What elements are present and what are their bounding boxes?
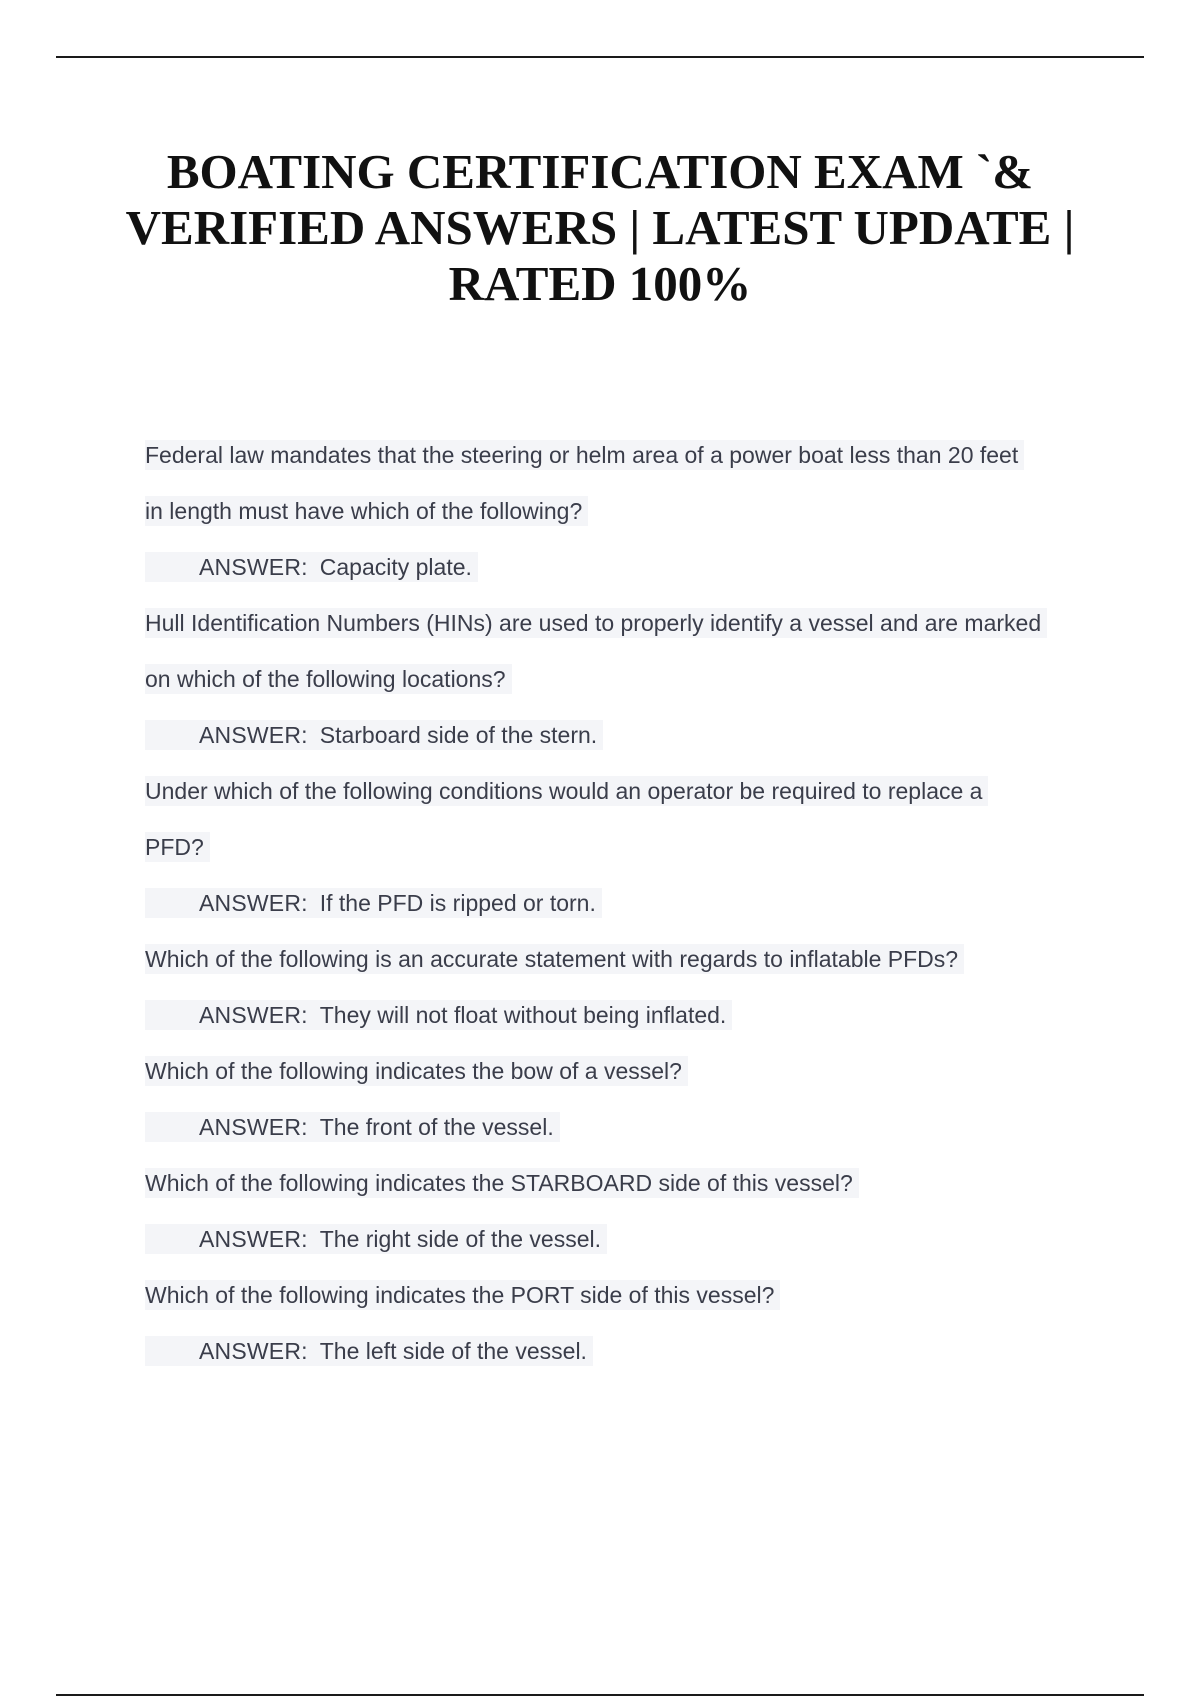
answer-text: If the PFD is ripped or torn. [319, 890, 596, 916]
answer-text: The front of the vessel. [319, 1114, 554, 1140]
qa-list [145, 440, 1105, 1392]
question-text: Which of the following indicates the STARBOARD side of this vessel? [145, 1168, 859, 1198]
answer-text: The left side of the vessel. [319, 1338, 587, 1364]
question-text: Hull Identification Numbers (HINs) are used to properly identify a vessel and are marked [145, 608, 1047, 638]
answer-line [145, 552, 478, 582]
answer-line [145, 888, 602, 918]
qa-item [145, 1056, 1105, 1168]
answer-label: ANSWER: [199, 1338, 308, 1364]
document-title [100, 144, 1100, 312]
qa-item [145, 440, 1105, 608]
qa-item [145, 944, 1105, 1056]
answer-line [145, 1112, 560, 1142]
question-text: Under which of the following conditions would an operator be required to replace a [145, 776, 988, 806]
answer-text: They will not float without being inflated. [319, 1002, 727, 1028]
qa-item [145, 1280, 1105, 1392]
answer-line [145, 1224, 607, 1254]
question-text: Which of the following indicates the PORT side of this vessel? [145, 1280, 780, 1310]
title-line: VERIFIED ANSWERS | LATEST UPDATE | [125, 200, 1075, 255]
qa-item [145, 776, 1105, 944]
answer-label: ANSWER: [199, 554, 308, 580]
answer-label: ANSWER: [199, 1226, 308, 1252]
question-text: Which of the following is an accurate statement with regards to inflatable PFDs? [145, 944, 964, 974]
answer-text: The right side of the vessel. [319, 1226, 602, 1252]
answer-label: ANSWER: [199, 1002, 308, 1028]
answer-label: ANSWER: [199, 722, 308, 748]
question-text: Which of the following indicates the bow of a vessel? [145, 1056, 688, 1086]
title-line: RATED 100% [448, 256, 752, 311]
answer-line [145, 1336, 593, 1366]
answer-line [145, 1000, 732, 1030]
question-text: on which of the following locations? [145, 664, 512, 694]
answer-label: ANSWER: [199, 1114, 308, 1140]
qa-item [145, 1168, 1105, 1280]
title-line: BOATING CERTIFICATION EXAM `& [166, 144, 1034, 199]
question-text: in length must have which of the following? [145, 496, 588, 526]
question-text: PFD? [145, 832, 210, 862]
question-text: Federal law mandates that the steering or helm area of a power boat less than 20 feet [145, 440, 1024, 470]
answer-text: Capacity plate. [319, 554, 472, 580]
answer-line [145, 720, 603, 750]
answer-text: Starboard side of the stern. [319, 722, 598, 748]
top-rule [56, 56, 1144, 58]
answer-label: ANSWER: [199, 890, 308, 916]
qa-item [145, 608, 1105, 776]
bottom-rule [56, 1694, 1144, 1696]
